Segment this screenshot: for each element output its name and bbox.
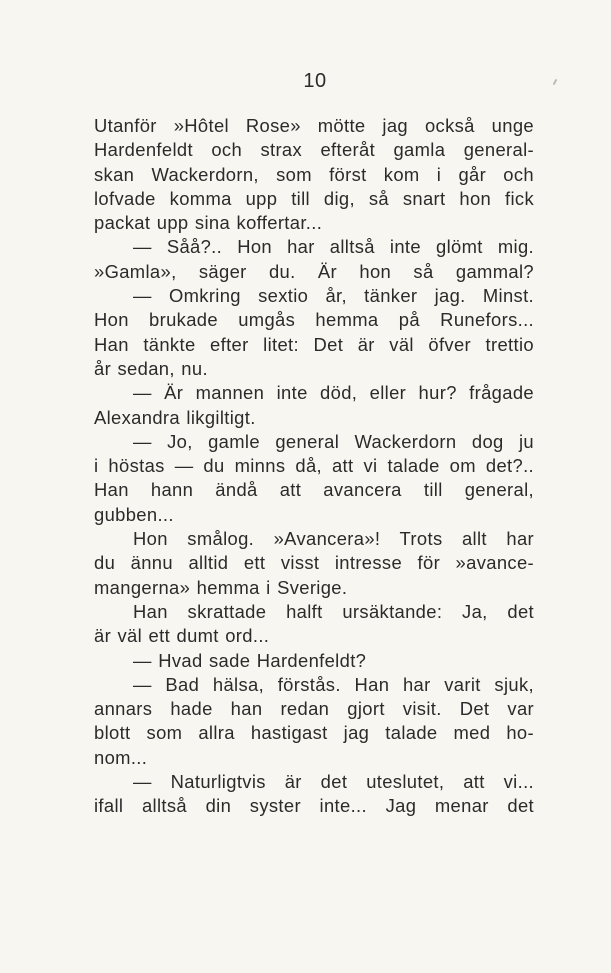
text-line: packat upp sina koffertar... [94, 212, 323, 234]
text-line: är väl ett dumt ord... [94, 625, 270, 647]
text-line: i höstas — du minns då, att vi talade om det?.. [94, 455, 534, 477]
text-line: ifall alltså din syster inte... Jag menar det [94, 795, 534, 817]
text-line: du ännu alltid ett visst intresse för »avance- [94, 552, 534, 574]
text-line: — Bad hälsa, förstås. Han har varit sjuk, [133, 673, 534, 695]
text-line: Alexandra likgiltigt. [94, 406, 256, 428]
text-line: lofvade komma upp till dig, så snart hon fick [94, 187, 534, 209]
text-block [94, 114, 534, 819]
page-number: 10 [303, 70, 327, 92]
text-line: — Omkring sextio år, tänker jag. Minst. [133, 285, 534, 307]
text-line: gubben... [94, 503, 174, 525]
text-line: Utanför »Hôtel Rose» mötte jag också unge [94, 115, 534, 136]
text-line: skan Wackerdorn, som först kom i går och [94, 163, 534, 185]
text-line: mangerna» hemma i Sverige. [94, 576, 348, 598]
text-line: »Gamla», säger du. Är hon så gammal? [94, 260, 534, 282]
text-line: nom... [94, 746, 148, 768]
text-line: Hon brukade umgås hemma på Runefors... [94, 309, 534, 331]
text-line: annars hade han redan gjort visit. Det var [94, 698, 534, 720]
text-line: Han tänkte efter litet: Det är väl öfver trettio [94, 333, 534, 355]
text-line: — Naturligtvis är det uteslutet, att vi... [133, 771, 534, 793]
text-line: — Såå?.. Hon har alltså inte glömt mig. [133, 236, 534, 258]
text-line: Hon smålog. »Avancera»! Trots allt har [133, 528, 534, 550]
text-line: — Är mannen inte död, eller hur? frågade [133, 382, 534, 404]
text-line: — Jo, gamle general Wackerdorn dog ju [133, 430, 534, 452]
text-line: Han skrattade halft ursäktande: Ja, det [133, 600, 534, 622]
text-line: blott som allra hastigast jag talade med ho- [94, 722, 534, 744]
text-line: — Hvad sade Hardenfeldt? [133, 649, 367, 671]
text-line: Hardenfeldt och strax efteråt gamla general- [94, 139, 534, 161]
text-line: år sedan, nu. [94, 357, 208, 379]
text-line: Han hann ändå att avancera till general, [94, 479, 534, 501]
